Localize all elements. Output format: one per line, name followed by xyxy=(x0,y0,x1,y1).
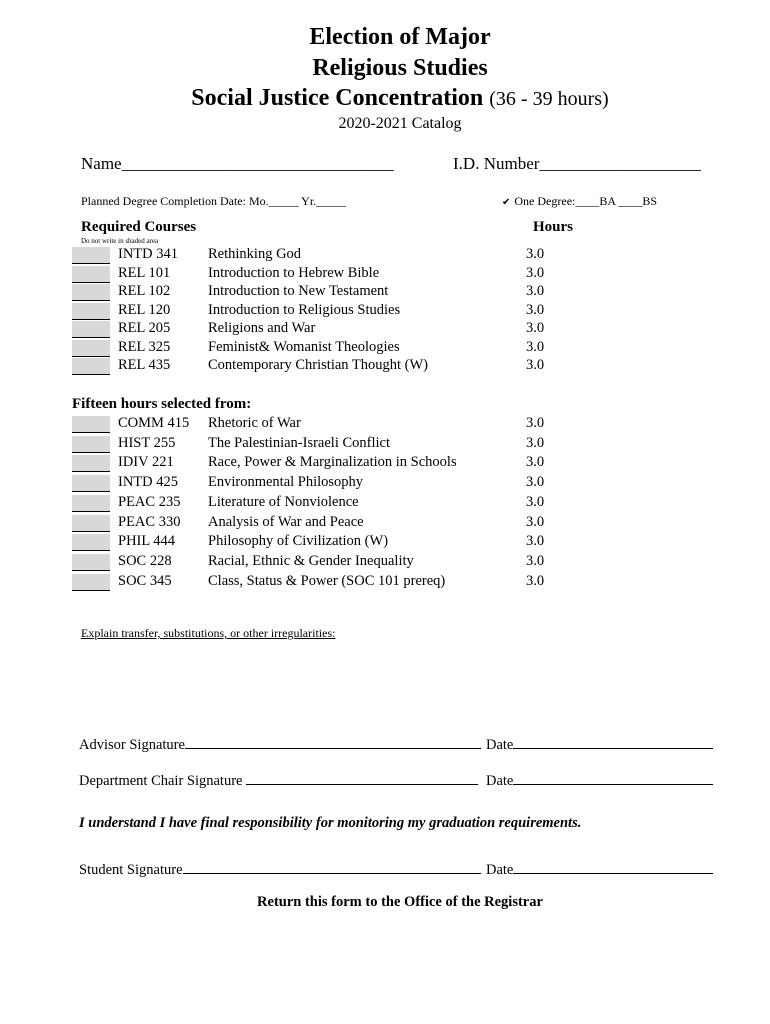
advisor-date-blank[interactable] xyxy=(513,734,713,749)
course-name: Rethinking God xyxy=(208,246,302,262)
course-name: Racial, Ethnic & Gender Inequality xyxy=(208,552,414,569)
course-code: SOC 345 xyxy=(118,572,172,589)
course-code: REL 205 xyxy=(118,320,171,336)
course-hours: 3.0 xyxy=(526,474,545,491)
course-name: Rhetoric of War xyxy=(208,415,301,431)
required-course-row xyxy=(72,339,672,357)
return-instruction: Return this form to the Office of the Registrar xyxy=(257,894,543,910)
advisor-date[interactable] xyxy=(486,734,713,754)
course-code: REL 102 xyxy=(118,283,171,299)
course-hours: 3.0 xyxy=(526,246,545,262)
shaded-box xyxy=(72,321,110,338)
elective-course-row xyxy=(72,514,672,532)
shaded-box xyxy=(72,436,110,453)
degree-field[interactable] xyxy=(502,194,657,209)
course-name: The Palestinian-Israeli Conflict xyxy=(208,434,391,451)
course-code: SOC 228 xyxy=(118,552,172,569)
course-name: Introduction to Hebrew Bible xyxy=(208,264,380,281)
course-code: IDIV 221 xyxy=(118,454,174,471)
chair-signature-label: Department Chair Signature xyxy=(79,773,243,789)
name-field[interactable]: Name________________________________ xyxy=(81,154,394,173)
required-course-row xyxy=(72,357,672,375)
id-number-field[interactable]: I.D. Number___________________ xyxy=(453,154,701,173)
required-course-row xyxy=(72,265,672,283)
required-courses-heading: Required Courses xyxy=(81,219,197,235)
course-hours: 3.0 xyxy=(526,454,545,471)
course-name: Environmental Philosophy xyxy=(208,474,364,491)
shaded-box xyxy=(72,515,110,532)
course-code: COMM 415 xyxy=(118,415,190,431)
date-label: Date xyxy=(486,737,514,753)
chair-signature-blank[interactable] xyxy=(246,770,478,785)
course-code: PEAC 330 xyxy=(118,513,181,530)
elective-course-row xyxy=(72,553,672,571)
advisor-signature-label: Advisor Signature xyxy=(79,737,185,753)
course-code: INTD 425 xyxy=(118,474,179,491)
shaded-box xyxy=(72,284,110,301)
course-hours: 3.0 xyxy=(526,283,545,299)
form-title: Election of Major xyxy=(309,24,491,50)
elective-course-row xyxy=(72,415,672,433)
elective-course-row xyxy=(72,454,672,472)
course-name: Race, Power & Marginalization in Schools xyxy=(208,454,457,471)
course-name: Religions and War xyxy=(208,320,316,336)
course-code: PHIL 444 xyxy=(118,533,176,550)
student-signature-blank[interactable] xyxy=(183,859,481,874)
major-title: Religious Studies xyxy=(312,55,488,81)
required-course-row xyxy=(72,283,672,301)
course-hours: 3.0 xyxy=(526,552,545,569)
course-hours: 3.0 xyxy=(526,264,545,281)
course-hours: 3.0 xyxy=(526,572,545,589)
concentration-title xyxy=(0,85,770,112)
date-label: Date xyxy=(486,862,514,878)
elective-course-row xyxy=(72,494,672,512)
advisor-signature-line[interactable] xyxy=(79,734,514,754)
course-name: Literature of Nonviolence xyxy=(208,493,359,510)
shaded-box xyxy=(72,303,110,320)
elective-course-row xyxy=(72,474,672,492)
course-hours: 3.0 xyxy=(526,357,545,373)
shaded-box xyxy=(72,455,110,472)
shaded-area-note: Do not write in shaded area xyxy=(81,237,159,245)
course-code: PEAC 235 xyxy=(118,493,181,510)
student-signature-label: Student Signature xyxy=(79,862,183,878)
concentration-hours: (36 - 39 hours) xyxy=(489,88,609,110)
chair-date[interactable] xyxy=(486,770,713,790)
course-hours: 3.0 xyxy=(526,415,545,431)
chair-signature-line[interactable] xyxy=(79,770,514,790)
student-signature-line[interactable] xyxy=(79,859,514,879)
chair-date-blank[interactable] xyxy=(513,770,713,785)
required-course-row xyxy=(72,246,672,264)
check-icon: ✔ xyxy=(502,197,511,208)
course-name: Analysis of War and Peace xyxy=(208,513,364,530)
course-hours: 3.0 xyxy=(526,434,545,451)
course-hours: 3.0 xyxy=(526,338,545,355)
course-name: Feminist& Womanist Theologies xyxy=(208,338,400,355)
shaded-box xyxy=(72,340,110,357)
course-code: REL 120 xyxy=(118,301,171,318)
student-date[interactable] xyxy=(486,859,713,879)
shaded-box xyxy=(72,266,110,283)
date-label: Date xyxy=(486,773,514,789)
course-code: REL 101 xyxy=(118,264,171,281)
responsibility-statement: I understand I have final responsibility for monitoring my graduation requirements. xyxy=(79,815,582,831)
student-date-blank[interactable] xyxy=(513,859,713,874)
course-hours: 3.0 xyxy=(526,533,545,550)
course-hours: 3.0 xyxy=(526,493,545,510)
catalog-year: 2020-2021 Catalog xyxy=(338,115,462,132)
course-code: REL 325 xyxy=(118,338,171,355)
shaded-box xyxy=(72,495,110,512)
hours-heading: Hours xyxy=(533,219,574,235)
advisor-signature-blank[interactable] xyxy=(185,734,481,749)
elective-course-row xyxy=(72,573,672,591)
electives-heading: Fifteen hours selected from: xyxy=(72,396,252,412)
planned-completion-field[interactable]: Planned Degree Completion Date: Mo._____ Yr._____ xyxy=(81,194,347,208)
elective-course-row xyxy=(72,533,672,551)
course-name: Class, Status & Power (SOC 101 prereq) xyxy=(208,572,446,589)
course-name: Contemporary Christian Thought (W) xyxy=(208,357,429,373)
shaded-box xyxy=(72,247,110,264)
required-course-row xyxy=(72,320,672,338)
elective-course-row xyxy=(72,435,672,453)
course-name: Introduction to Religious Studies xyxy=(208,301,401,318)
course-hours: 3.0 xyxy=(526,301,545,318)
shaded-box xyxy=(72,475,110,492)
course-hours: 3.0 xyxy=(526,513,545,530)
course-name: Philosophy of Civilization (W) xyxy=(208,533,389,550)
shaded-box xyxy=(72,534,110,551)
course-code: INTD 341 xyxy=(118,246,179,262)
course-code: REL 435 xyxy=(118,357,171,373)
degree-label: One Degree:____BA ____BS xyxy=(514,194,658,208)
course-code: HIST 255 xyxy=(118,434,176,451)
course-name: Introduction to New Testament xyxy=(208,283,389,299)
course-hours: 3.0 xyxy=(526,320,545,336)
shaded-box xyxy=(72,554,110,571)
shaded-box xyxy=(72,574,110,591)
concentration-name: Social Justice Concentration xyxy=(191,85,484,111)
shaded-box xyxy=(72,416,110,433)
explain-irregularities-label: Explain transfer, substitutions, or other irregularities: xyxy=(81,626,336,640)
required-course-row xyxy=(72,302,672,320)
shaded-box xyxy=(72,358,110,375)
